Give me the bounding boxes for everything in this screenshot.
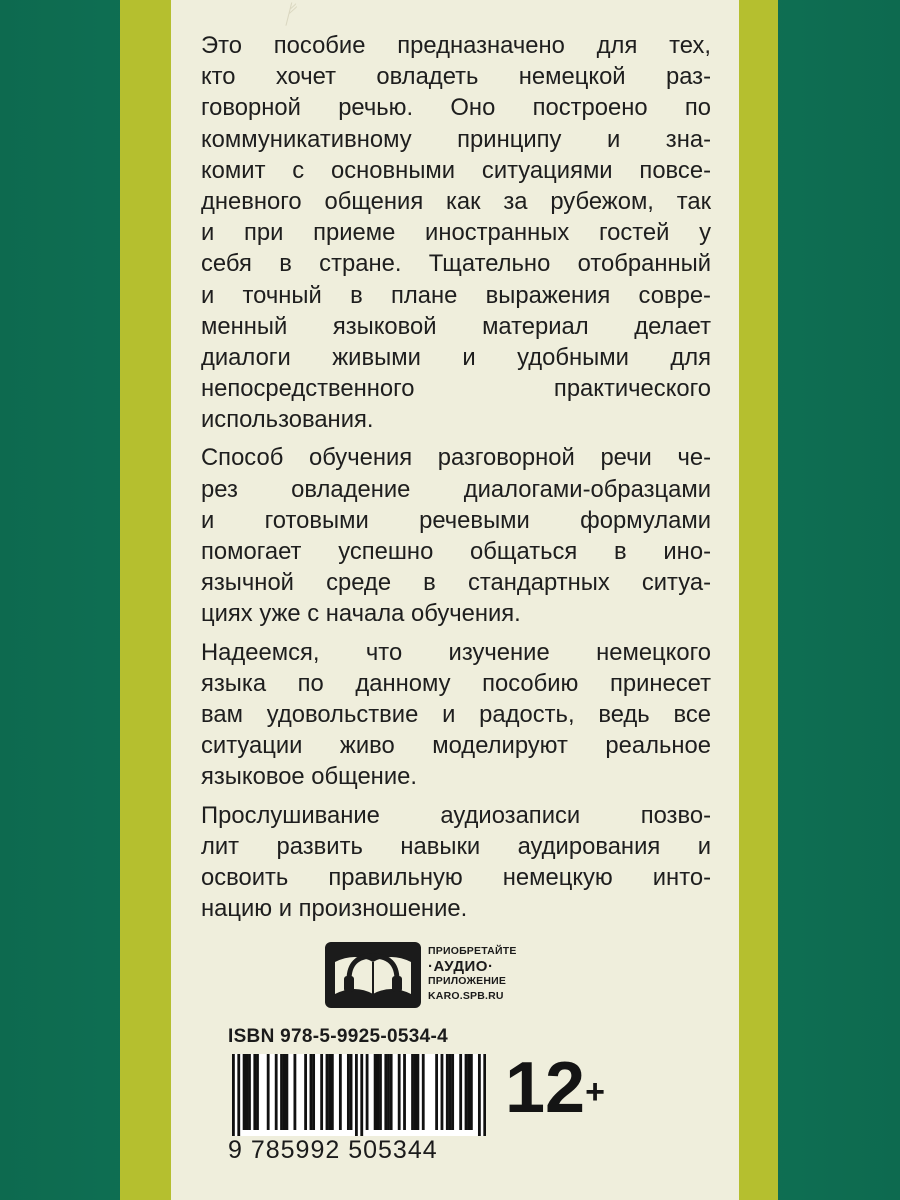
barcode-bar (347, 1054, 350, 1130)
barcode-bar (232, 1054, 235, 1136)
paragraph-1 (201, 30, 711, 435)
age-rating (505, 1048, 605, 1128)
text-line: и при приеме иностранных гостей у (201, 219, 711, 247)
barcode-bar (339, 1054, 342, 1130)
barcode-bar (350, 1054, 353, 1130)
text-line: диалоги живыми и удобными для (201, 343, 711, 371)
logo-line-4: KARO.SPB.RU (428, 990, 504, 1002)
barcode-bar (283, 1054, 286, 1130)
barcode-bar (275, 1054, 278, 1130)
text-line: нацию и произношение. (201, 895, 468, 923)
text-line: циях уже с начала обучения. (201, 600, 521, 628)
barcode-bar (435, 1054, 438, 1130)
barcode-bar (470, 1054, 473, 1130)
barcode-bar (243, 1054, 246, 1130)
barcode-bar (374, 1054, 377, 1130)
text-line: коммуникативному принципу и зна- (201, 125, 711, 153)
background-watermark: ᚠ (281, 0, 297, 30)
audio-app-label (428, 944, 517, 1004)
text-line: кто хочет овладеть немецкой раз- (201, 63, 711, 91)
text-line: менный языковой материал делает (201, 312, 711, 340)
barcode-bar (285, 1054, 288, 1130)
barcode-bar (304, 1054, 307, 1130)
barcode-bar (441, 1054, 444, 1130)
barcode-bar (465, 1054, 468, 1130)
barcode-bar (414, 1054, 417, 1130)
barcode-bar (387, 1054, 390, 1130)
isbn-number: ISBN 978-5-9925-0534-4 (228, 1026, 448, 1047)
barcode-bar (478, 1054, 481, 1136)
barcode-bar (280, 1054, 283, 1130)
text-line: Способ обучения разговорной речи че- (201, 444, 711, 472)
paragraph-3 (201, 637, 711, 793)
barcode-bar (398, 1054, 401, 1130)
text-line: ситуации живо моделируют реальное (201, 732, 711, 760)
barcode-bar (403, 1054, 406, 1130)
barcode-bar (253, 1054, 256, 1130)
logo-line-1: ПРИОБРЕТАЙТЕ (428, 945, 517, 957)
text-line: языковое общение. (201, 763, 417, 791)
text-line: себя в стране. Тщательно отобранный (201, 250, 711, 278)
barcode-bar (267, 1054, 270, 1130)
text-line: и готовыми речевыми формулами (201, 506, 711, 534)
barcode-bar (320, 1054, 323, 1130)
barcode-bar (248, 1054, 251, 1130)
text-line: использования. (201, 406, 374, 434)
barcode-bar (459, 1054, 462, 1130)
barcode-bar (293, 1054, 296, 1130)
text-line: язычной среде в стандартных ситуа- (201, 569, 711, 597)
barcode-bar (467, 1054, 470, 1130)
text-line: освоить правильную немецкую инто- (201, 863, 711, 891)
barcode-bar (366, 1054, 369, 1130)
barcode-bar (245, 1054, 248, 1130)
age-rating-plus: + (585, 1073, 605, 1111)
barcode-bar (312, 1054, 315, 1130)
text-line: дневного общения как за рубежом, так (201, 187, 711, 215)
barcode-bar (326, 1054, 329, 1130)
text-line: непосредственного практического (201, 375, 711, 403)
barcode-bar (376, 1054, 379, 1130)
barcode-bar (355, 1054, 358, 1136)
text-line: языка по данному пособию принесет (201, 669, 711, 697)
barcode-bar (360, 1054, 363, 1136)
barcode-bar (411, 1054, 414, 1130)
barcode-bar (384, 1054, 387, 1130)
barcode-bar (379, 1054, 382, 1130)
book-headphones-icon (325, 942, 421, 1008)
barcode-bar (310, 1054, 313, 1130)
text-line: лит развить навыки аудирования и (201, 832, 711, 860)
barcode-bar (451, 1054, 454, 1130)
barcode-bar (483, 1054, 486, 1136)
text-line: Прослушивание аудиозаписи позво- (201, 801, 711, 829)
logo-line-2: ·АУДИО· (428, 958, 494, 975)
logo-line-3: ПРИЛОЖЕНИЕ (428, 975, 507, 987)
text-line: вам удовольствие и радость, ведь все (201, 700, 711, 728)
text-line: помогает успешно общаться в ино- (201, 538, 711, 565)
barcode-bar (446, 1054, 449, 1130)
paragraph-4 (201, 800, 711, 925)
barcode-bar (331, 1054, 334, 1130)
text-line: Это пособие предназначено для тех, (201, 32, 711, 59)
age-rating-number: 12 (505, 1048, 586, 1128)
barcode-bar (416, 1054, 419, 1130)
barcode-bar (328, 1054, 331, 1130)
text-line: говорной речью. Оно построено по (201, 94, 711, 122)
barcode-bar (256, 1054, 259, 1130)
barcode-bar (237, 1054, 240, 1136)
text-line: рез овладение диалогами-образцами (201, 475, 711, 503)
text-line: комит с основными ситуациями повсе- (201, 156, 711, 184)
barcode-bar (390, 1054, 393, 1130)
barcode-bar (422, 1054, 425, 1130)
barcode (232, 1054, 486, 1136)
description-text (201, 30, 711, 931)
text-line: и точный в плане выражения совре- (201, 281, 711, 309)
barcode-digits: 9 785992 505344 (228, 1136, 438, 1164)
barcode-bar (449, 1054, 452, 1130)
text-line: Надеемся, что изучение немецкого (201, 638, 711, 666)
paragraph-2 (201, 442, 711, 629)
